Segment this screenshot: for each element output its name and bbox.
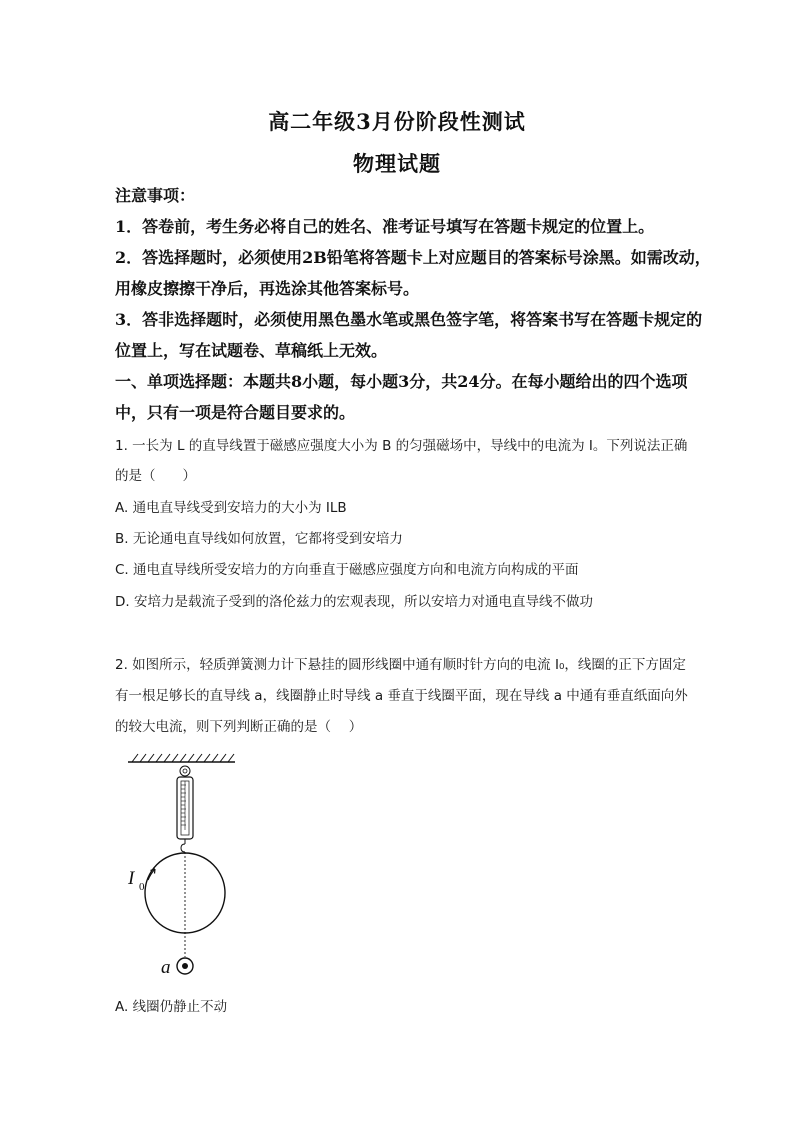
lower-hook bbox=[181, 844, 185, 852]
hook-ring bbox=[180, 766, 190, 776]
question-1-stem: 1. 一长为 L 的直导线置于磁感应强度大小为 B 的匀强磁场中，导线中的电流为 I。下列说法正确 bbox=[115, 438, 688, 454]
question-1-option-d: D. 安培力是载流子受到的洛伦兹力的宏观表现，所以安培力对通电直导线不做功 bbox=[115, 594, 593, 610]
current-label: I bbox=[128, 868, 135, 889]
notice-line: 用橡皮擦擦干净后，再选涂其他答案标号。 bbox=[115, 279, 420, 298]
exam-title: 高二年级3月份阶段性测试 bbox=[268, 109, 526, 134]
question-2-stem: 有一根足够长的直导线 a，线圈静止时导线 a 垂直于线圈平面，现在导线 a 中通有垂直纸面向外 bbox=[115, 688, 688, 704]
notice-heading: 注意事项： bbox=[115, 186, 196, 205]
exam-subtitle: 物理试题 bbox=[353, 151, 441, 176]
question-2-stem: 的较大电流，则下列判断正确的是（ ） bbox=[115, 719, 363, 735]
notice-line: 位置上，写在试题卷、草稿纸上无效。 bbox=[115, 341, 388, 360]
question-1-option-a: A. 通电直导线受到安培力的大小为 ILB bbox=[115, 500, 347, 516]
current-subscript: 0 bbox=[139, 881, 145, 893]
question-1-option-c: C. 通电直导线所受安培力的方向垂直于磁感应强度方向和电流方向构成的平面 bbox=[115, 562, 579, 578]
question-2-option-a: A. 线圈仍静止不动 bbox=[115, 999, 228, 1015]
notice-line: 1．答卷前，考生务必将自己的姓名、准考证号填写在答题卡规定的位置上。 bbox=[115, 217, 655, 236]
question-1-option-b: B. 无论通电直导线如何放置，它都将受到安培力 bbox=[115, 531, 403, 547]
ceiling-hatch bbox=[132, 754, 234, 762]
section-heading: 中，只有一项是符合题目要求的。 bbox=[115, 403, 356, 422]
spring-scale-coil-figure bbox=[120, 752, 250, 982]
notice-line: 3．答非选择题时，必须使用黑色墨水笔或黑色签字笔，将答案书写在答题卡规定的 bbox=[115, 310, 703, 329]
question-2-stem: 2. 如图所示，轻质弹簧测力计下悬挂的圆形线圈中通有顺时针方向的电流 I₀，线圈的正下方固定 bbox=[115, 657, 686, 673]
question-1-stem: 的是（ ） bbox=[115, 468, 196, 484]
notice-line: 2．答选择题时，必须使用2B铅笔将答题卡上对应题目的答案标号涂黑。如需改动， bbox=[115, 248, 711, 267]
wire-label: a bbox=[161, 957, 171, 978]
section-heading: 一、单项选择题：本题共8小题，每小题3分，共24分。在每小题给出的四个选项 bbox=[115, 372, 688, 391]
